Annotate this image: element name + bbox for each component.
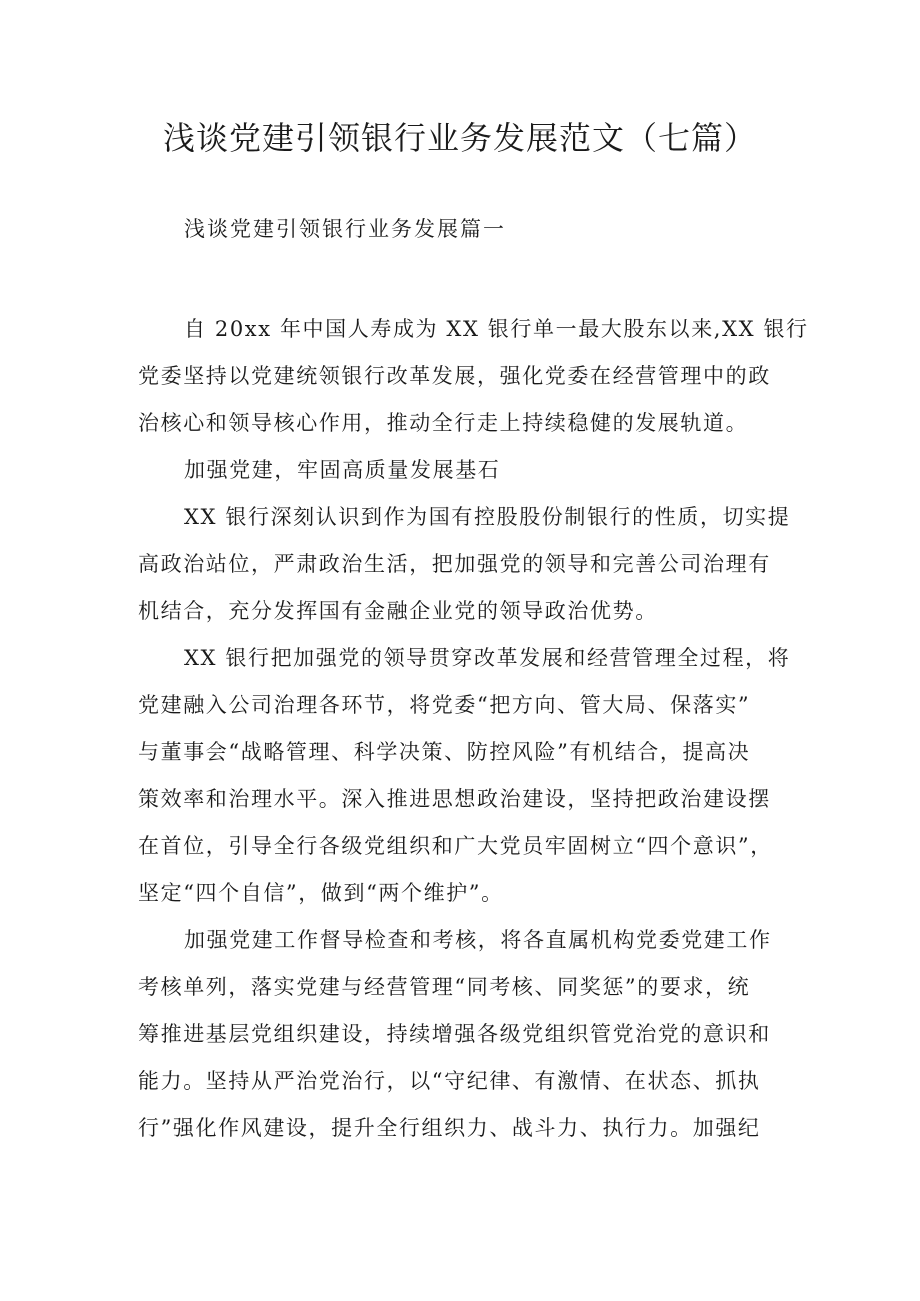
paragraph-line: 能力。坚持从严治党治行，以“守纪律、有激情、在状态、抓执 — [138, 1069, 761, 1093]
paragraph-line: 机结合，充分发挥国有金融企业党的领导政治优势。 — [138, 599, 658, 623]
paragraph-line: 考核单列，落实党建与经营管理“同考核、同奖惩”的要求，统 — [138, 975, 751, 999]
paragraph-line: 治核心和领导核心作用，推动全行走上持续稳健的发展轨道。 — [138, 411, 749, 435]
paragraph-line: XX 银行把加强党的领导贯穿改革发展和经营管理全过程，将 — [184, 646, 791, 670]
paragraph-line: 行”强化作风建设，提升全行组织力、战斗力、执行力。加强纪 — [138, 1116, 761, 1140]
paragraph-line: 党委坚持以党建统领银行改革发展，强化党委在经营管理中的政 — [138, 364, 771, 388]
paragraph-line: 策效率和治理水平。深入推进思想政治建设，坚持把政治建设摆 — [138, 787, 771, 811]
paragraph-line: XX 银行深刻认识到作为国有控股股份制银行的性质，切实提 — [184, 505, 791, 529]
paragraph-line: 坚定“四个自信”，做到“两个维护”。 — [138, 881, 504, 905]
paragraph-line: 自 20xx 年中国人寿成为 XX 银行单一最大股东以来,XX 银行 — [184, 317, 809, 341]
section-subheading: 加强党建，牢固高质量发展基石 — [184, 458, 501, 482]
paragraph-line: 在首位，引导全行各级党组织和广大党员牢固树立“四个意识”， — [138, 834, 773, 858]
paragraph-line: 高政治站位，严肃政治生活，把加强党的领导和完善公司治理有 — [138, 552, 771, 576]
paragraph-line: 党建融入公司治理各环节，将党委“把方向、管大局、保落实” — [138, 693, 751, 717]
document-body — [138, 306, 809, 1152]
document-title: 浅谈党建引领银行业务发展范文（七篇） — [162, 119, 757, 157]
paragraph-line: 加强党建工作督导检查和考核，将各直属机构党委党建工作 — [184, 928, 772, 952]
section-heading: 浅谈党建引领银行业务发展篇一 — [184, 217, 506, 241]
paragraph-line: 与董事会“战略管理、科学决策、防控风险”有机结合，提高决 — [138, 740, 751, 764]
paragraph-line: 筹推进基层党组织建设，持续增强各级党组织管党治党的意识和 — [138, 1022, 771, 1046]
